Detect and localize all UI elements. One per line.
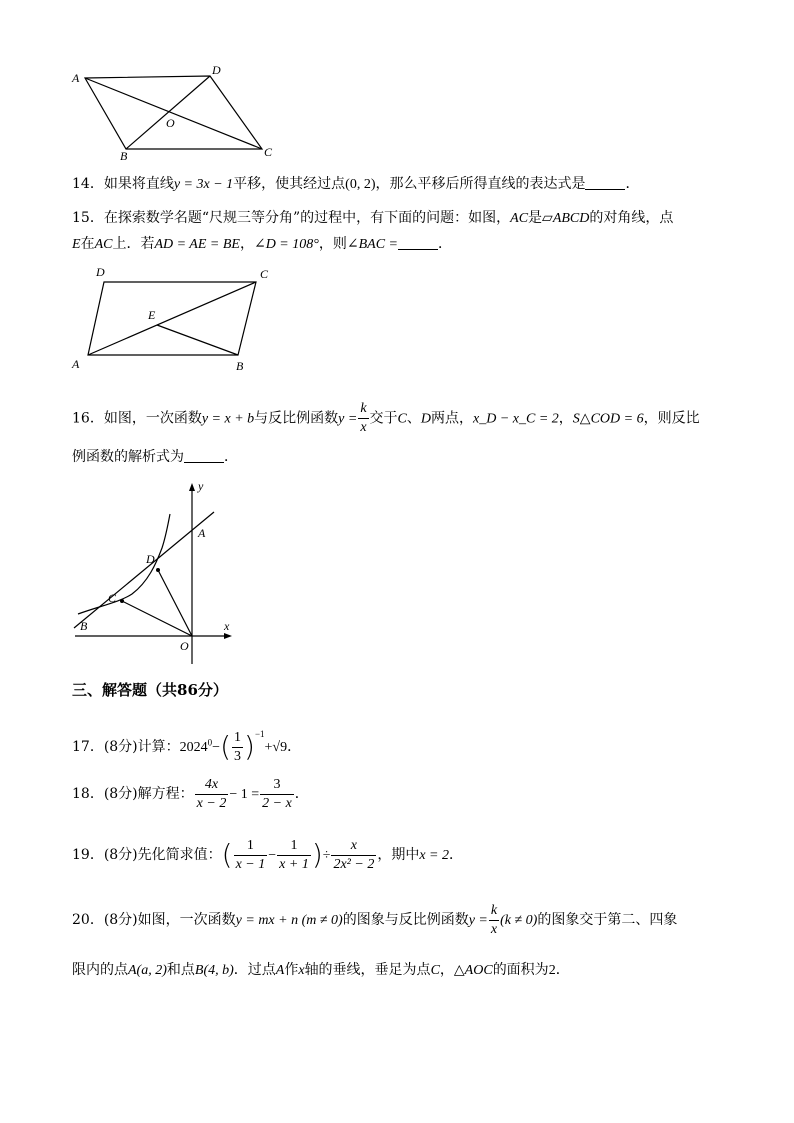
text: 先化简求值： (137, 847, 222, 863)
question-number: 17．(8分) (72, 739, 138, 755)
math: − (212, 740, 221, 755)
math: ∠D = 108° (253, 237, 319, 252)
point: (0, 2) (345, 177, 376, 192)
text: 如图，一次函数 (103, 410, 202, 427)
math: x_D − x_C = 2 (473, 411, 559, 427)
text: 两点， (431, 410, 474, 427)
denominator: x + 1 (279, 856, 309, 872)
fraction-2 (260, 776, 294, 813)
math: AD = AE = BE (154, 237, 240, 252)
parallelogram-figure-2 (66, 262, 276, 374)
question-number: 16． (72, 410, 104, 427)
text: 和点 (166, 962, 195, 978)
math: △AOC (453, 963, 493, 978)
text: 解方程： (137, 786, 194, 802)
text: ． (224, 449, 238, 465)
math: y = (468, 913, 488, 928)
math: A (275, 963, 285, 978)
label-B: B (80, 619, 88, 633)
text: ． (555, 962, 570, 978)
text: ， (239, 236, 254, 252)
text: ，则 (318, 236, 347, 252)
question-19 (72, 835, 463, 876)
label-C: C (260, 267, 269, 281)
label-y: y (198, 479, 204, 493)
text: 平移，使其经过点 (233, 176, 346, 192)
label-C: C (108, 591, 117, 605)
math: + (264, 740, 273, 755)
paren-left: ( (220, 730, 231, 763)
parallelogram-symbol: ▱ABCD (542, 211, 590, 226)
text: 如果将直线 (103, 176, 174, 192)
question-14 (72, 174, 639, 195)
math: (k ≠ 0) (500, 913, 538, 928)
question-17 (72, 716, 301, 766)
label-B: B (236, 359, 244, 373)
denominator: x − 2 (196, 795, 227, 811)
label-B: B (120, 149, 128, 162)
question-16-line-2 (72, 447, 238, 467)
label-A: A (72, 357, 80, 371)
math: C (397, 411, 407, 427)
line-equation: y = 3x − 1 (173, 177, 234, 192)
question-18 (72, 774, 309, 815)
text: ． (287, 739, 302, 755)
math: ÷ (322, 848, 331, 863)
paren-right: ) (244, 730, 255, 763)
math: x = 2 (419, 848, 449, 863)
math: E (72, 237, 81, 252)
question-number: 15． (72, 210, 104, 226)
point: B(4, b) (194, 963, 234, 978)
question-number: 19．(8分) (72, 847, 138, 863)
fraction-3 (331, 837, 376, 874)
question-20-line-2 (72, 960, 570, 981)
answer-blank (585, 175, 625, 190)
answer-blank (398, 235, 438, 250)
math: ∠BAC = (346, 237, 398, 252)
math: − 1 = (229, 787, 260, 802)
question-number: 14． (72, 176, 104, 192)
text: 、 (406, 410, 421, 427)
exponent: −1 (254, 729, 265, 739)
text: 的图象与反比例函数 (342, 912, 469, 928)
fraction-k-over-x (489, 902, 499, 939)
label-C: C (264, 145, 273, 159)
function-graph-figure (70, 478, 240, 668)
text: 在探索数学名题“尺规三等分角”的过程中，有下面的问题：如图， (103, 210, 511, 226)
math: C (430, 963, 440, 978)
math: D (420, 411, 432, 427)
math: AC (510, 211, 529, 226)
text: ． (437, 236, 452, 252)
text: ． (449, 847, 463, 863)
question-20-line-1 (72, 900, 677, 941)
question-number: 20．(8分) (72, 912, 138, 928)
line-equation: y = mx + n (m ≠ 0) (235, 913, 343, 928)
point: A(a, 2) (128, 963, 167, 978)
question-15-line-2 (72, 234, 452, 255)
fraction-2 (277, 837, 311, 874)
text: 如图，一次函数 (137, 912, 236, 928)
math: 2 (548, 963, 556, 978)
sqrt: √9 (272, 740, 288, 755)
text: ． (294, 786, 309, 802)
fraction-k-over-x (358, 400, 368, 437)
math: 2024 (179, 740, 208, 755)
paren-left: ( (221, 838, 233, 871)
label-O: O (166, 116, 175, 130)
denominator: 3 (234, 748, 241, 764)
text: ，那么平移后所得直线的表达式是 (375, 176, 586, 192)
text: 计算： (137, 739, 180, 755)
label-D: D (212, 63, 221, 77)
text: ，期中 (377, 847, 420, 863)
denominator: x (490, 921, 498, 937)
denominator: x − 1 (235, 856, 266, 872)
text: ，则反比 (643, 410, 700, 427)
paren-right: ) (311, 838, 323, 871)
label-D: D (146, 552, 155, 566)
text: 在 (80, 236, 95, 252)
numerator: 1 (232, 729, 243, 748)
numerator: 1 (234, 837, 268, 856)
denominator: x (360, 420, 367, 435)
label-A: A (198, 526, 206, 540)
text: 的图象交于第二、四象 (537, 912, 678, 928)
fraction-1 (234, 837, 268, 874)
label-E: E (148, 308, 156, 322)
math: x (298, 963, 305, 978)
text: 的对角线，点 (589, 210, 674, 226)
fraction-1 (195, 776, 229, 813)
math: − (268, 848, 277, 863)
line-equation: y = x + b (201, 411, 255, 427)
text: 是 (528, 210, 543, 226)
numerator: 4x (195, 776, 229, 795)
text: ， (558, 410, 573, 427)
question-15-line-1 (72, 208, 673, 229)
section-heading: 三、解答题（共86分） (72, 681, 228, 699)
question-number: 18．(8分) (72, 786, 138, 802)
label-D: D (96, 265, 105, 279)
parallelogram-figure-1 (70, 60, 280, 162)
math: AC (94, 237, 113, 252)
math: y = (338, 411, 358, 427)
label-A: A (72, 71, 80, 85)
text: 例函数的解析式为 (72, 449, 184, 465)
math: S△COD = 6 (572, 411, 644, 427)
text: 作 (284, 962, 299, 978)
numerator: k (358, 400, 368, 419)
numerator: x (331, 837, 376, 856)
denominator: 2x² − 2 (333, 856, 375, 872)
text: 上．若 (112, 236, 155, 252)
question-16-line-1 (72, 400, 700, 437)
text: 与反比例函数 (254, 410, 339, 427)
text: 交于 (369, 410, 398, 427)
fraction-one-third (232, 729, 243, 766)
text: 的面积为 (492, 962, 549, 978)
label-x: x (224, 619, 230, 633)
text: ． (625, 176, 640, 192)
label-O: O (180, 639, 189, 653)
text: ， (439, 962, 454, 978)
numerator: 3 (260, 776, 294, 795)
numerator: 1 (277, 837, 311, 856)
text: ．过点 (233, 962, 276, 978)
text: 轴的垂线，垂足为点 (304, 962, 431, 978)
answer-blank (184, 448, 224, 463)
text: 限内的点 (72, 962, 128, 978)
numerator: k (489, 902, 499, 921)
denominator: 2 − x (262, 795, 292, 811)
exponent: 0 (207, 737, 213, 748)
